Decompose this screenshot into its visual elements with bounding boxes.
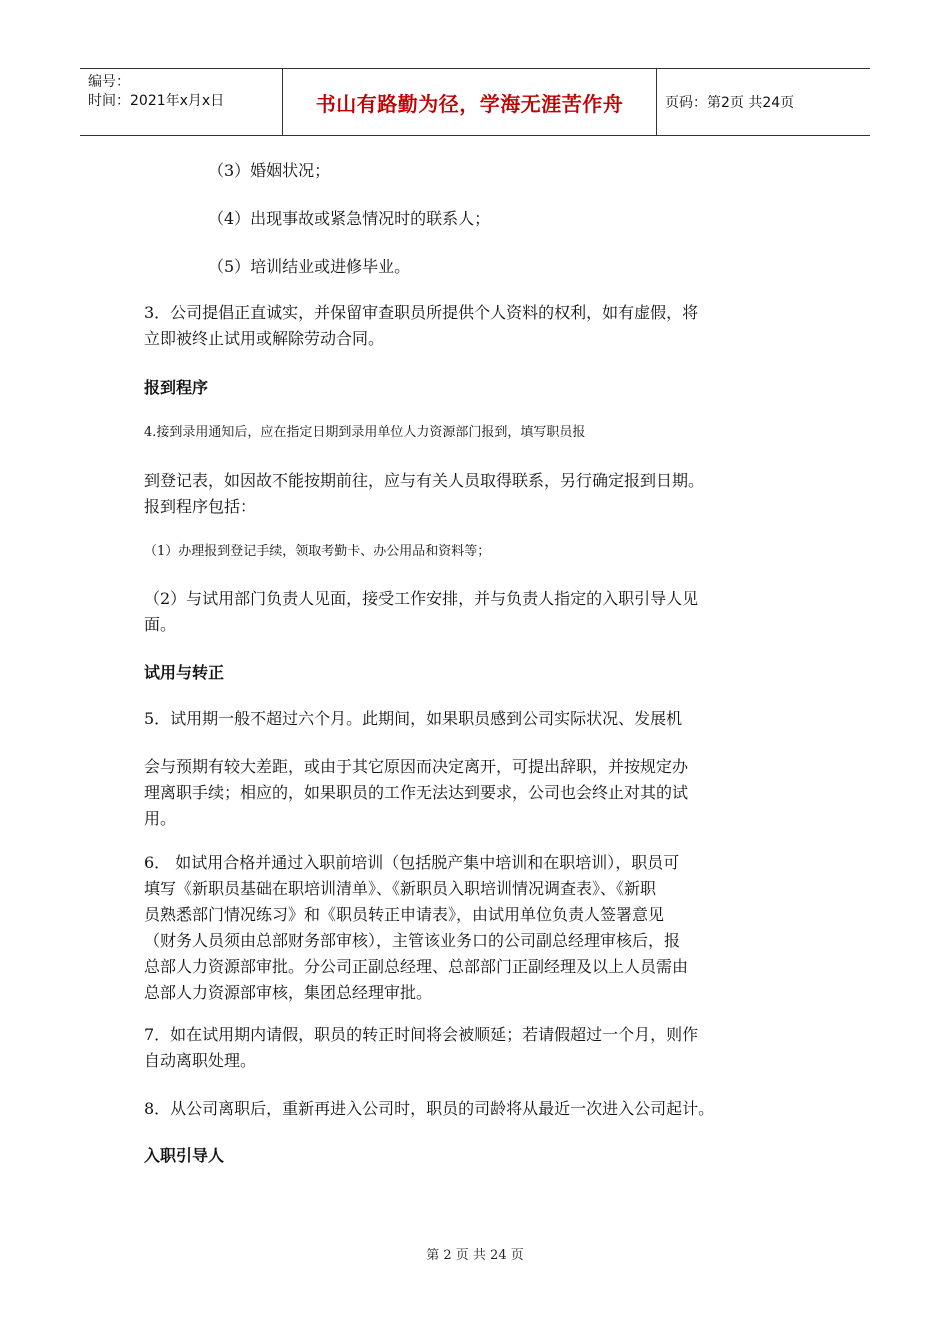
report-step-2-line-1: （2）与试用部门负责人见面，接受工作安排，并与负责人指定的入职引导人见 bbox=[144, 589, 699, 608]
paragraph-6-line-1: 6． 如试用合格并通过入职前培训（包括脱产集中培训和在职培训），职员可 bbox=[144, 853, 680, 872]
paragraph-7-line-1: 7．如在试用期内请假，职员的转正时间将会被顺延；若请假超过一个月，则作 bbox=[144, 1025, 699, 1044]
paragraph-4-line-3: 报到程序包括： bbox=[144, 497, 257, 516]
paragraph-3-line-1: 3．公司提倡正直诚实，并保留审查职员所提供个人资料的权利，如有虚假，将 bbox=[144, 303, 699, 322]
paragraph-6-line-2: 填写《新职员基础在职培训清单》、《新职员入职培训情况调查表》、《新职 bbox=[144, 879, 657, 898]
document-number-label: 编号： bbox=[88, 74, 130, 90]
paragraph-7-line-2: 自动离职处理。 bbox=[144, 1051, 257, 1070]
paragraph-6-line-4: （财务人员须由总部财务部审核），主管该业务口的公司副总经理审核后，报 bbox=[144, 931, 681, 950]
paragraph-4-line-1: 4.接到录用通知后，应在指定日期到录用单位人力资源部门报到，填写职员报 bbox=[144, 425, 586, 440]
paragraph-4-line-2: 到登记表，如因故不能按期前往，应与有关人员取得联系，另行确定报到日期。 bbox=[144, 471, 705, 490]
header-motto: 书山有路勤为径，学海无涯苦作舟 bbox=[315, 91, 624, 116]
paragraph-8: 8．从公司离职后，重新再进入公司时，职员的司龄将从最近一次进入公司起计。 bbox=[144, 1099, 715, 1118]
header-page-info: 页码：第2页 共24页 bbox=[665, 95, 795, 111]
list-item-emergency-contact: （4）出现事故或紧急情况时的联系人； bbox=[208, 209, 491, 228]
paragraph-5-line-3: 理离职手续；相应的，如果职员的工作无法达到要求，公司也会终止对其的试 bbox=[144, 783, 689, 802]
section-heading-guide: 入职引导人 bbox=[144, 1146, 225, 1165]
report-step-1: （1）办理报到登记手续，领取考勤卡、办公用品和资料等； bbox=[144, 544, 491, 559]
paragraph-6-line-5: 总部人力资源部审批。分公司正副总经理、总部部门正副经理及以上人员需由 bbox=[144, 957, 689, 976]
paragraph-3-line-2: 立即被终止试用或解除劳动合同。 bbox=[144, 329, 385, 348]
paragraph-6-line-6: 总部人力资源部审核，集团总经理审批。 bbox=[144, 983, 433, 1002]
section-heading-probation: 试用与转正 bbox=[144, 663, 225, 682]
report-step-2-line-2: 面。 bbox=[144, 615, 177, 634]
header-motto-cell bbox=[282, 69, 657, 135]
list-item-training: （5）培训结业或进修毕业。 bbox=[208, 257, 411, 276]
paragraph-5-line-2: 会与预期有较大差距，或由于其它原因而决定离开，可提出辞职，并按规定办 bbox=[144, 757, 689, 776]
paragraph-6-line-3: 员熟悉部门情况练习》和《职员转正申请表》，由试用单位负责人签署意见 bbox=[144, 905, 665, 924]
paragraph-5-line-1: 5．试用期一般不超过六个月。此期间，如果职员感到公司实际状况、发展机 bbox=[144, 709, 683, 728]
section-heading-report: 报到程序 bbox=[144, 378, 209, 397]
document-date-label: 时间：2021年x月x日 bbox=[88, 93, 225, 109]
paragraph-5-line-4: 用。 bbox=[144, 809, 177, 828]
list-item-marital-status: （3）婚姻状况； bbox=[208, 161, 331, 180]
page-footer: 第 2 页 共 24 页 bbox=[426, 1248, 524, 1263]
page-header bbox=[80, 68, 870, 136]
header-meta bbox=[88, 73, 283, 111]
